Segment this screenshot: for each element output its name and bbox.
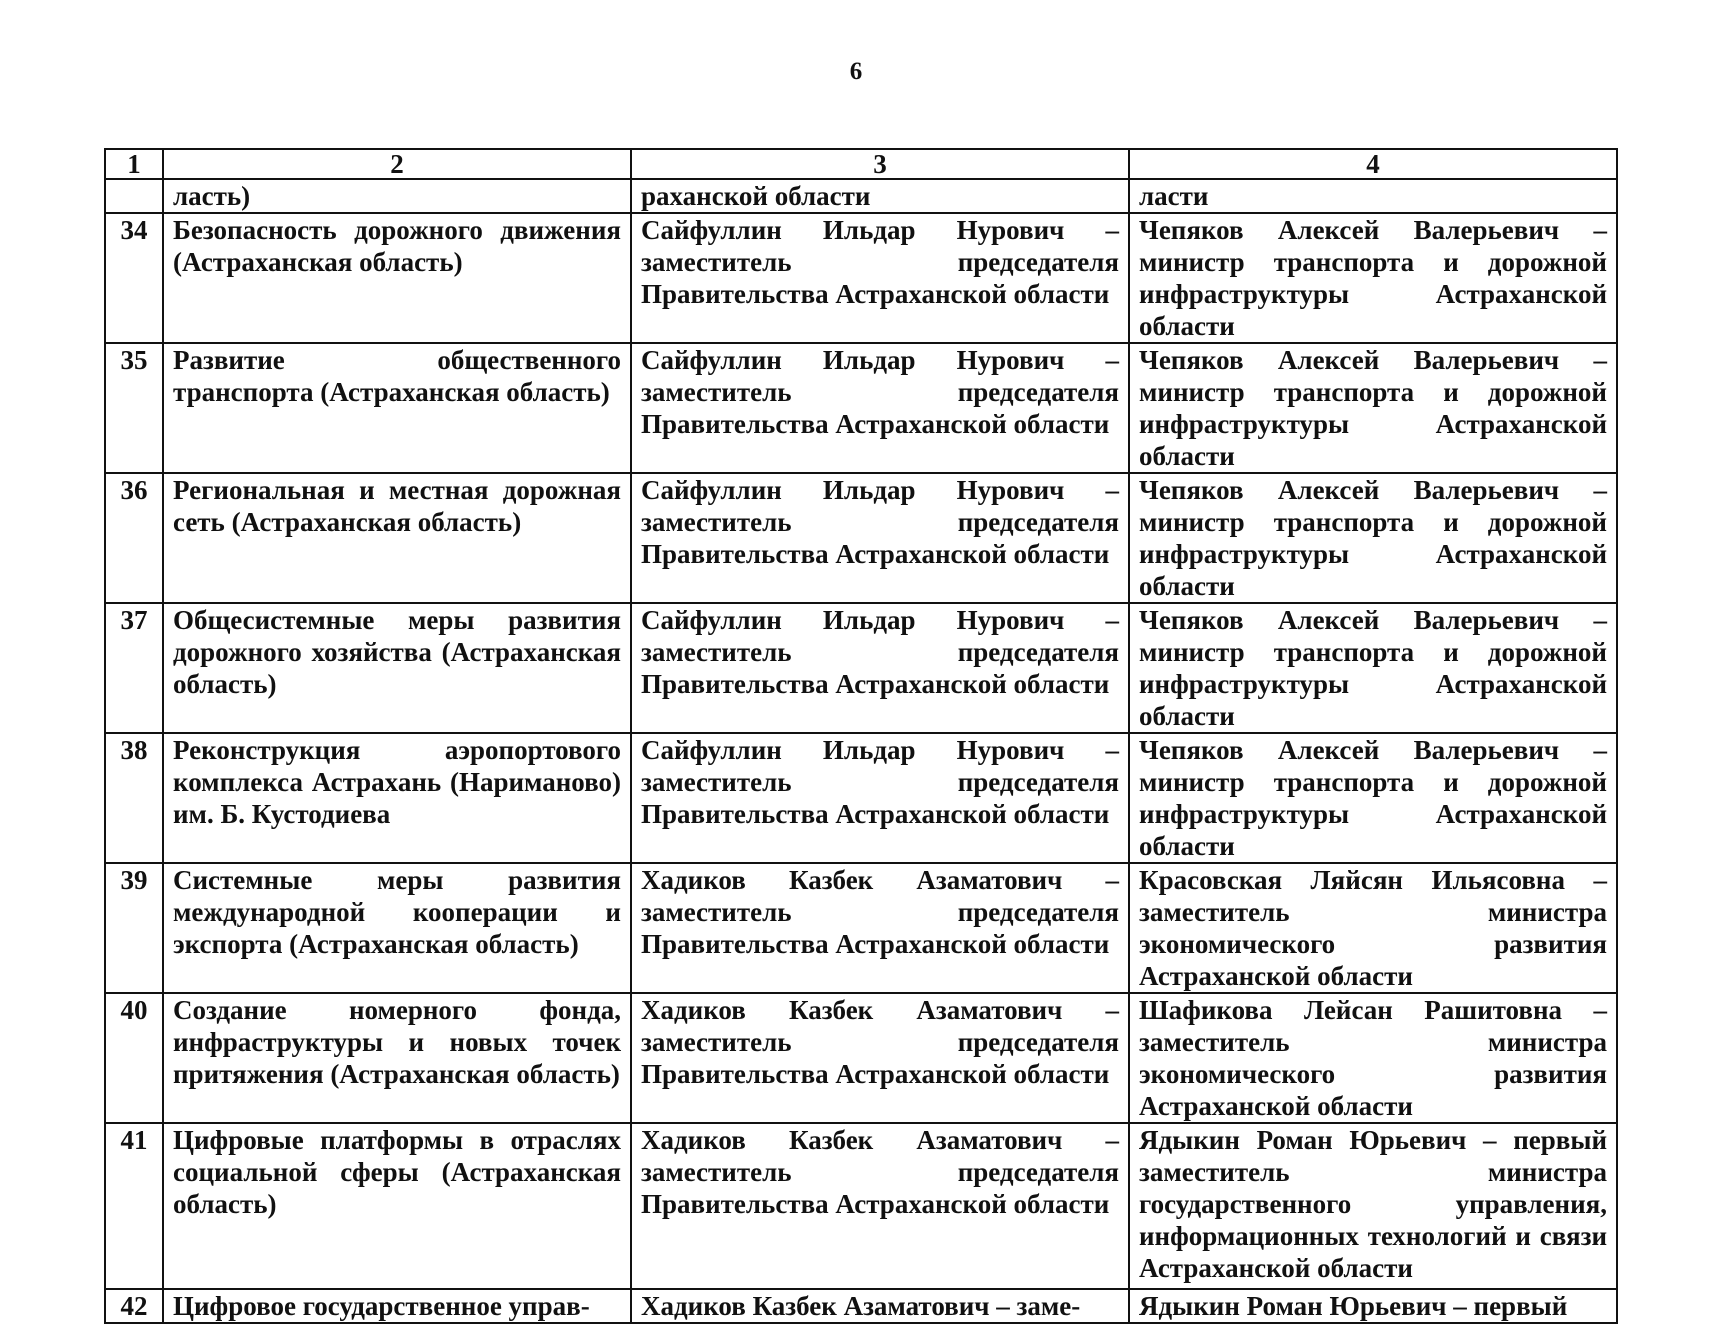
cell-curator: Хадиков Казбек Азаматович – заместитель председателя Правительства Астраханской области — [631, 993, 1129, 1123]
header-col-3: 3 — [631, 149, 1129, 179]
cell-number: 38 — [105, 733, 163, 863]
cell-responsible: Чепяков Алексей Валерьевич – министр транспорта и дорожной инфраструктуры Астраханской области — [1129, 603, 1617, 733]
cell-project: Цифровые платформы в отраслях социальной сферы (Астраханская область) — [163, 1123, 631, 1289]
cell-project: Системные меры развития международной кооперации и экспорта (Астраханская область) — [163, 863, 631, 993]
table-row — [105, 993, 1617, 1123]
cell-curator: раханской области — [631, 179, 1129, 213]
cell-project: Региональная и местная дорожная сеть (Астраханская область) — [163, 473, 631, 603]
table-row — [105, 603, 1617, 733]
cell-curator: Хадиков Казбек Азаматович – заместитель председателя Правительства Астраханской области — [631, 863, 1129, 993]
cell-curator: Сайфуллин Ильдар Нурович – заместитель председателя Правительства Астраханской области — [631, 213, 1129, 343]
cell-number: 42 — [105, 1289, 163, 1323]
cell-number: 34 — [105, 213, 163, 343]
cell-number: 41 — [105, 1123, 163, 1289]
cell-curator: Хадиков Казбек Азаматович – заместитель председателя Правительства Астраханской области — [631, 1123, 1129, 1289]
page-number: 6 — [849, 58, 863, 85]
responsibility-table — [104, 148, 1618, 1324]
cell-responsible: Ядыкин Роман Юрьевич – первый заместитель министра государственного управления, информационных технологий и связи Астраханской области — [1129, 1123, 1617, 1289]
cell-number — [105, 179, 163, 213]
cell-number: 39 — [105, 863, 163, 993]
cell-responsible: Шафикова Лейсан Рашитовна – заместитель министра экономического развития Астраханской области — [1129, 993, 1617, 1123]
cell-curator: Сайфуллин Ильдар Нурович – заместитель председателя Правительства Астраханской области — [631, 733, 1129, 863]
cell-project: Создание номерного фонда, инфраструктуры и новых точек притяжения (Астраханская область) — [163, 993, 631, 1123]
table-header-row — [105, 149, 1617, 179]
table-row — [105, 1123, 1617, 1289]
cell-responsible: Красовская Ляйсян Ильясовна – заместитель министра экономического развития Астраханской области — [1129, 863, 1617, 993]
table-row — [105, 473, 1617, 603]
table-row — [105, 343, 1617, 473]
cell-number: 40 — [105, 993, 163, 1123]
cell-project: Реконструкция аэропортового комплекса Астрахань (Нариманово) им. Б. Кустодиева — [163, 733, 631, 863]
header-col-2: 2 — [163, 149, 631, 179]
continuation-row — [105, 179, 1617, 213]
header-col-4: 4 — [1129, 149, 1617, 179]
cell-number: 37 — [105, 603, 163, 733]
cell-responsible: Чепяков Алексей Валерьевич – министр транспорта и дорожной инфраструктуры Астраханской области — [1129, 733, 1617, 863]
header-col-1: 1 — [105, 149, 163, 179]
cell-curator: Сайфуллин Ильдар Нурович – заместитель председателя Правительства Астраханской области — [631, 473, 1129, 603]
cell-responsible: Чепяков Алексей Валерьевич – министр транспорта и дорожной инфраструктуры Астраханской области — [1129, 473, 1617, 603]
cell-responsible: ласти — [1129, 179, 1617, 213]
cell-project: Общесистемные меры развития дорожного хозяйства (Астраханская область) — [163, 603, 631, 733]
table-row — [105, 213, 1617, 343]
cell-curator: Сайфуллин Ильдар Нурович – заместитель председателя Правительства Астраханской области — [631, 343, 1129, 473]
cell-number: 36 — [105, 473, 163, 603]
cell-responsible: Чепяков Алексей Валерьевич – министр транспорта и дорожной инфраструктуры Астраханской области — [1129, 343, 1617, 473]
cell-project: Безопасность дорожного движения (Астраханская область) — [163, 213, 631, 343]
table-row — [105, 1289, 1617, 1323]
cell-curator: Хадиков Казбек Азаматович – заме- — [631, 1289, 1129, 1323]
cell-project: ласть) — [163, 179, 631, 213]
table-row — [105, 733, 1617, 863]
cell-curator: Сайфуллин Ильдар Нурович – заместитель председателя Правительства Астраханской области — [631, 603, 1129, 733]
cell-number: 35 — [105, 343, 163, 473]
cell-project: Цифровое государственное управ- — [163, 1289, 631, 1323]
cell-responsible: Ядыкин Роман Юрьевич – первый — [1129, 1289, 1617, 1323]
table-row — [105, 863, 1617, 993]
cell-project: Развитие общественного транспорта (Астраханская область) — [163, 343, 631, 473]
cell-responsible: Чепяков Алексей Валерьевич – министр транспорта и дорожной инфраструктуры Астраханской области — [1129, 213, 1617, 343]
